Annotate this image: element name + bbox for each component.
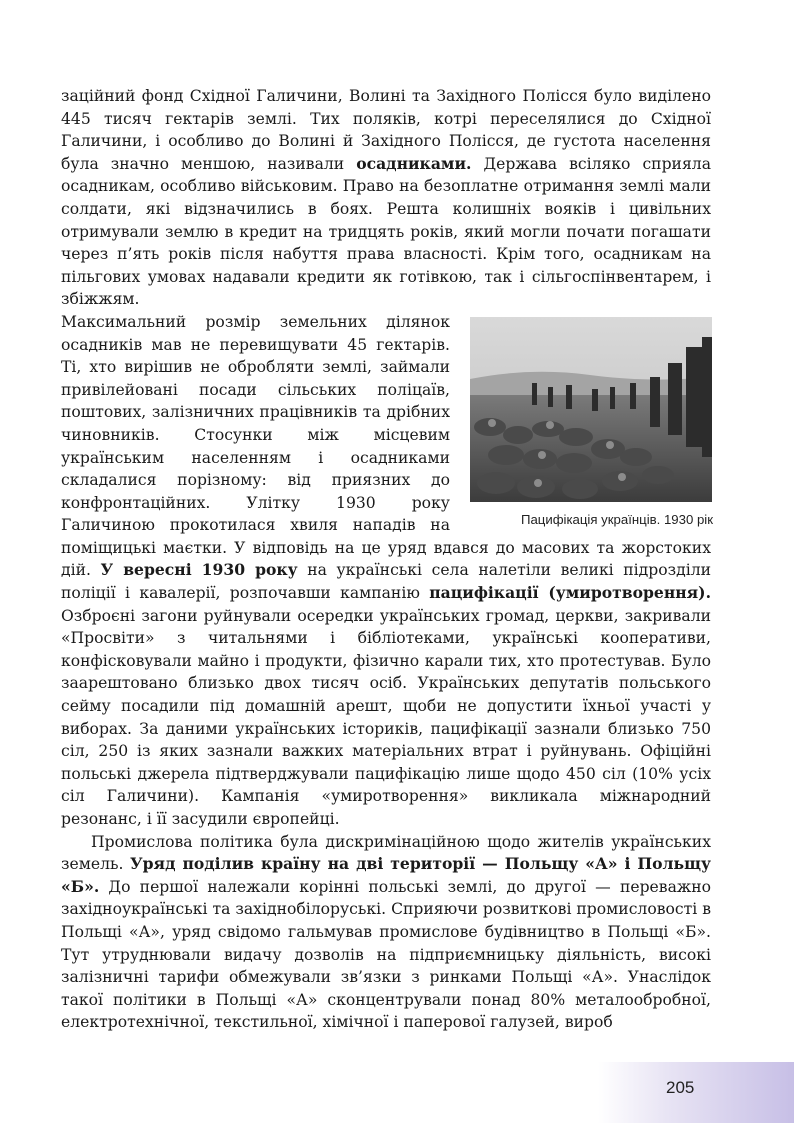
pacification-figure — [466, 317, 713, 528]
page-number-band — [598, 1062, 794, 1123]
paragraph-industry: Промислова політика була дискримінаційною щодо жителів українських земель. Уряд поділив країну на дві території — Польщу «А» і Польщу «Б». До першої належали корінні польські землі, до другої — переважно західноукраїнські та західнобілоруські. Сприяючи розвиткові промисловості в Польщі «А», уряд свідомо гальмував промислове будівництво в Польщі «Б». Тут утруднювали видачу дозволів на підприємницьку діяльність, високі залізничні тарифи обмежували зв’язки з ринками Польщі «А». Унаслідок такої політики в Польщі «А» сконцентрували понад 80% металообробної, електротехнічної, текстильної, хімічної і паперової галузей, вироб — [61, 832, 711, 1032]
pacification-photo — [470, 317, 712, 502]
paragraph-pacification: Максимальний розмір земельних ділянок осадників мав не перевищувати 45 гектарів. Ті, хто вирішив не обробляти землі, займали привілейовані посади сільських поліцаїв, поштових, залізничних працівників та дрібних чиновників. Стосунки між місцевим українським населенням і осадниками складалися порізному: від приязних до конфронтаційних. Улітку 1930 року Галичиною прокотилася хвиля нападів на поміщицькі маєтки. У відповідь на це уряд вдався до масових та жорстоких дій. У вересні 1930 року на українські села налетіли великі підрозділи поліції і кавалерії, розпочавши кампанію пацифікації (умиротворення). Озброєні загони руйнували осередки українських громад, церкви, закривали «Просвіти» з читальнями і бібліотеками, українські кооперативи, конфісковували майно і продукти, фізично карали тих, хто протестував. Було заарештовано близько двох тисяч осіб. Українських депутатів польського сейму посадили під домашній арешт, щоби не допустити їхньої участі у виборах. За даними українських істориків, пацифікації зазнали близько 750 сіл, 250 із яких зазнали важких матеріальних втрат і руйнувань. Офіційні польські джерела підтверджували пацифікацію лише щодо 450 сіл (10% усіх сіл Галичини). Кампанія «умиротворення» викликала міжнародний резонанс, і її засудили європейці. — [61, 312, 711, 828]
figure-caption: Пацифікація українців. 1930 рік — [520, 511, 713, 527]
page-number: 205 — [666, 1078, 695, 1097]
paragraph-osadnyky: заційний фонд Східної Галичини, Волині та Західного Полісся було виділено 445 тисяч гектарів землі. Тих поляків, котрі переселялися до Східної Галичини, і особливо до Волині й Західного Полісся, де густота населення була значно меншою, називали осадниками. Держава всіляко сприяла осадникам, особливо військовим. Право на безоплатне отримання землі мали солдати, які відзначились в боях. Решта колишніх вояків і цивільних отримували землю в кредит на тридцять років, який могли почати погашати через п’ять років після набуття права власності. Крім того, осадникам на пільгових умовах надавали кредити як готівкою, так і сільгоспінвентарем, і збіжжям. — [61, 87, 711, 309]
page-text — [61, 85, 711, 1034]
